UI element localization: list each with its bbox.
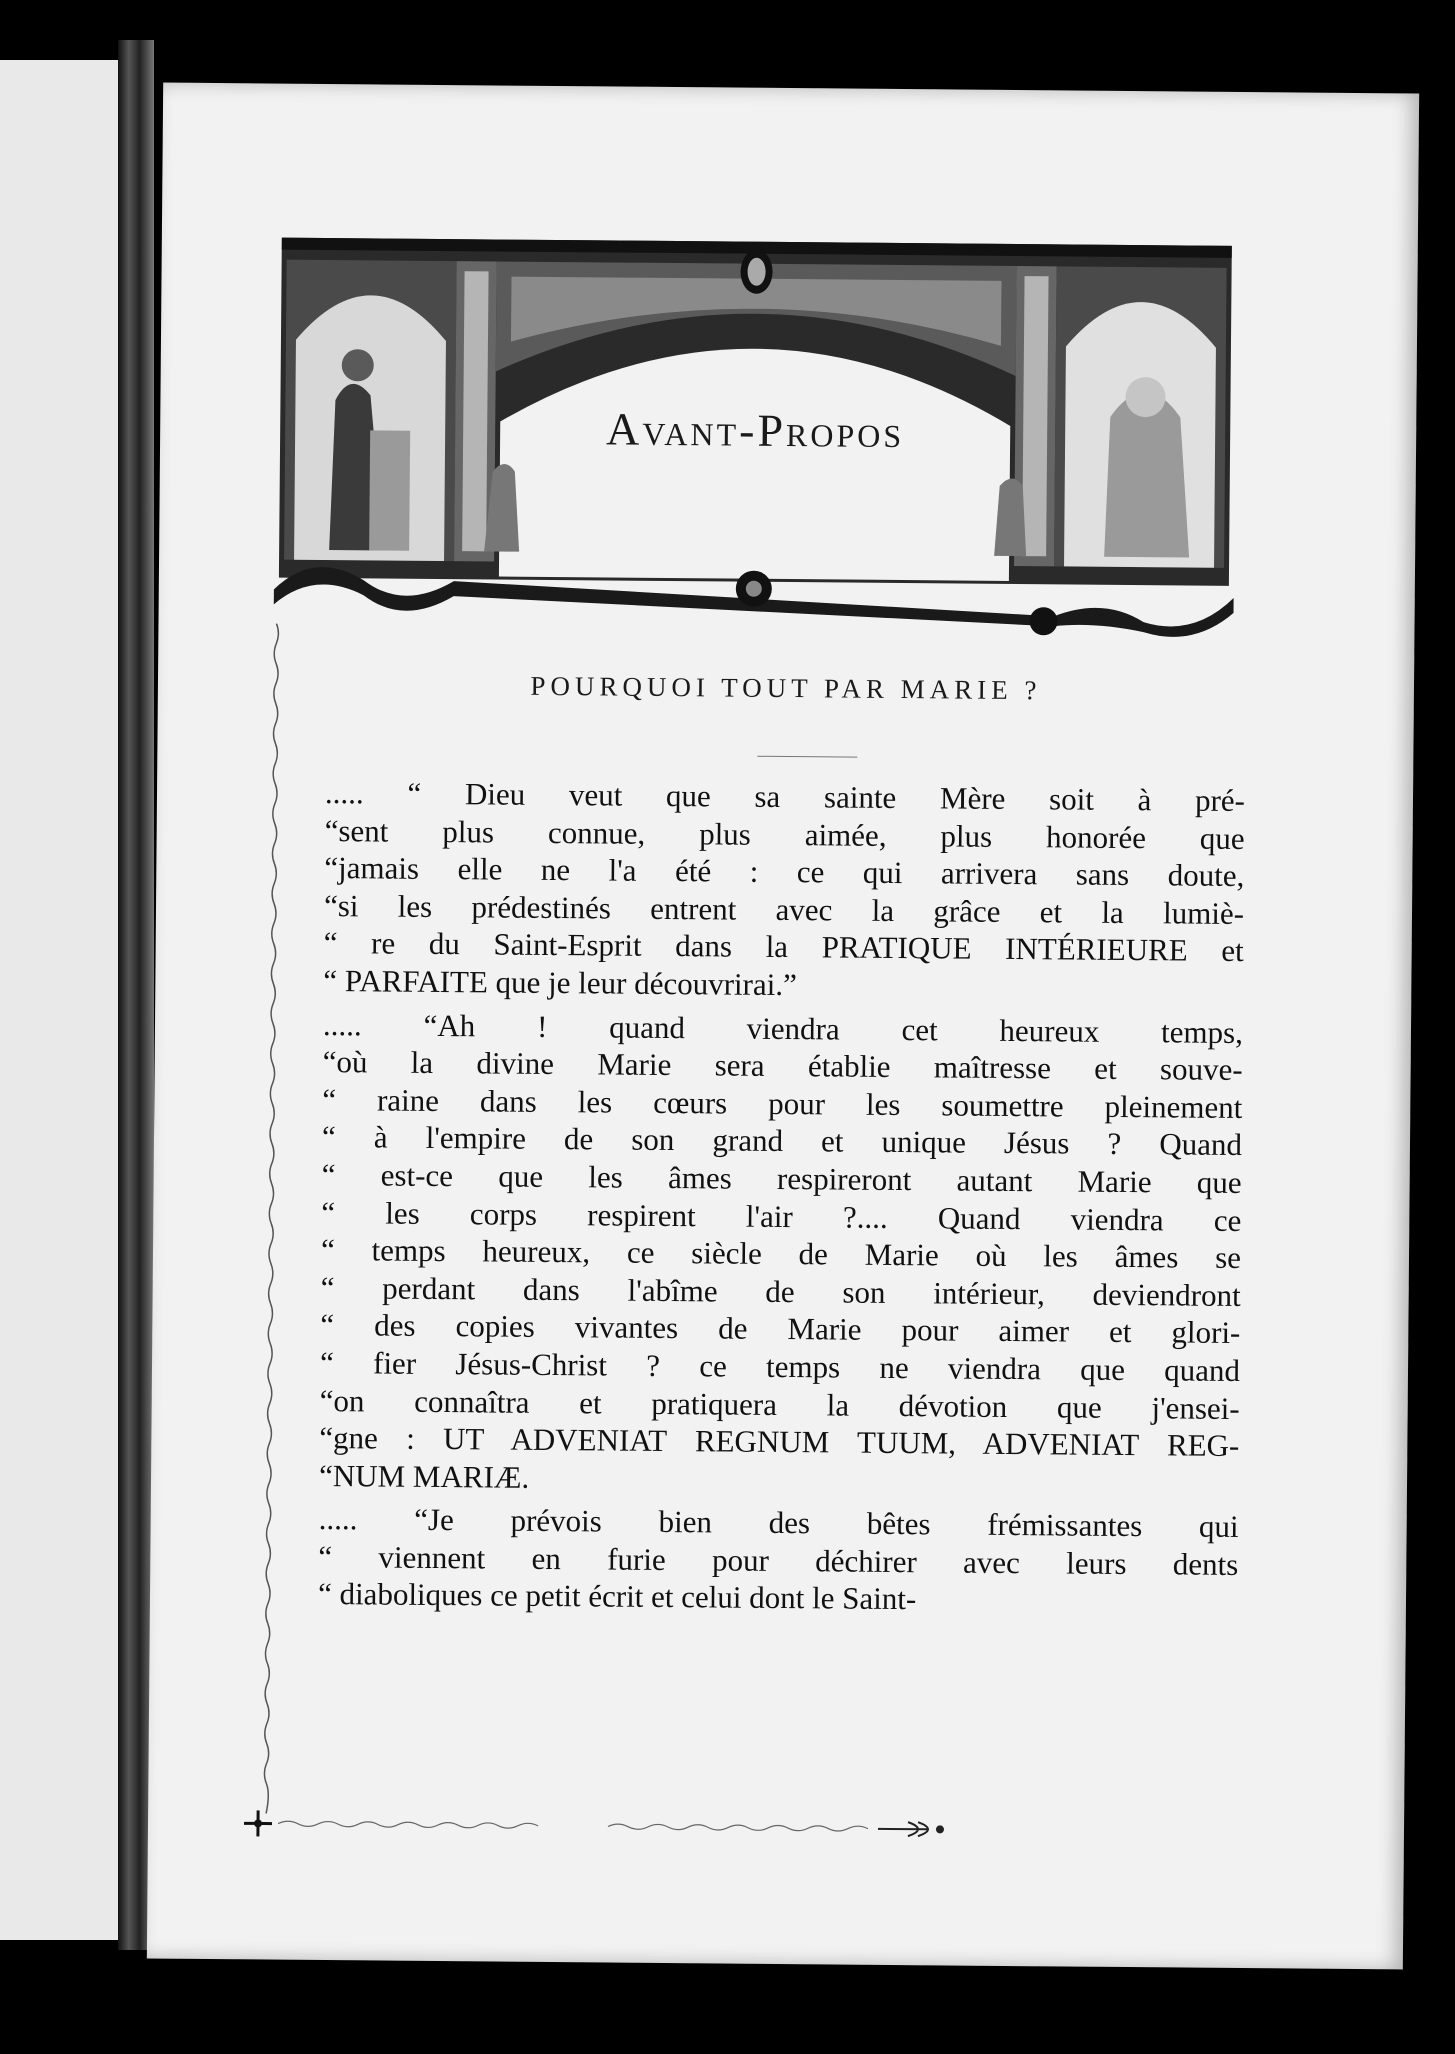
text-line: “ perdant dans l'abîme de son intérieur, deviendront	[320, 1269, 1241, 1313]
text-line: “si les prédestinés entrent avec la grâce et la lumiè-	[323, 887, 1245, 931]
text-line: “ des copies vivantes de Marie pour aimer et glori-	[320, 1307, 1241, 1351]
text-line: “sent plus connue, plus aimée, plus honorée que	[324, 812, 1245, 856]
paragraph	[318, 1500, 1239, 1621]
text-line: “ fier Jésus-Christ ? ce temps ne viendra que quand	[319, 1344, 1241, 1388]
left-decorative-border	[260, 624, 282, 1814]
title-rule	[757, 756, 857, 758]
paragraph	[323, 774, 1245, 1008]
header-banner	[273, 230, 1236, 638]
bottom-decorative-border	[228, 1808, 1048, 1845]
text-line: “on connaîtra et pratiquera la dévotion que j'ensei-	[319, 1382, 1240, 1426]
paragraph	[319, 1006, 1243, 1503]
text-line: “ viennent en furie pour déchirer avec leurs dents	[318, 1538, 1239, 1582]
text-line: “ diaboliques ce petit écrit et celui dont le Saint-	[317, 1576, 917, 1617]
section-subtitle: POURQUOI TOUT PAR MARIE ?	[530, 670, 1042, 706]
text-line: “NUM MARIÆ.	[318, 1457, 530, 1495]
text-line: “gne : UT ADVENIAT REGNUM TUUM, ADVENIAT REG-	[319, 1420, 1240, 1464]
text-line: ..... “Je prévois bien des bêtes frémissantes qui	[318, 1501, 1239, 1545]
text-line: “ à l'empire de son grand et unique Jésus ? Quand	[321, 1119, 1243, 1163]
text-line: ..... “Ah ! quand viendra cet heureux temps,	[322, 1006, 1244, 1050]
text-line: “où la divine Marie sera établie maîtresse et souve-	[322, 1044, 1243, 1088]
text-line: “jamais elle ne l'a été : ce qui arrivera sans doute,	[324, 850, 1245, 894]
text-line: ..... “ Dieu veut que sa sainte Mère soit à pré-	[324, 774, 1246, 819]
text-line: “ les corps respirent l'air ?.... Quand viendra ce	[321, 1194, 1242, 1238]
text-line: “ PARFAITE que je leur découvrirai.”	[323, 962, 797, 1003]
text-line: “ raine dans les cœurs pour les soumettre pleinement	[322, 1081, 1243, 1125]
text-line: “ est-ce que les âmes respireront autant Marie que	[321, 1156, 1242, 1200]
body-text	[318, 774, 1245, 1627]
banner-title: Avant-Propos	[605, 403, 905, 458]
text-line: “ re du Saint-Esprit dans la PRATIQUE INTÉRIEURE et	[323, 925, 1244, 969]
book-page	[147, 83, 1419, 1970]
text-line: “ temps heureux, ce siècle de Marie où les âmes se	[320, 1232, 1242, 1276]
